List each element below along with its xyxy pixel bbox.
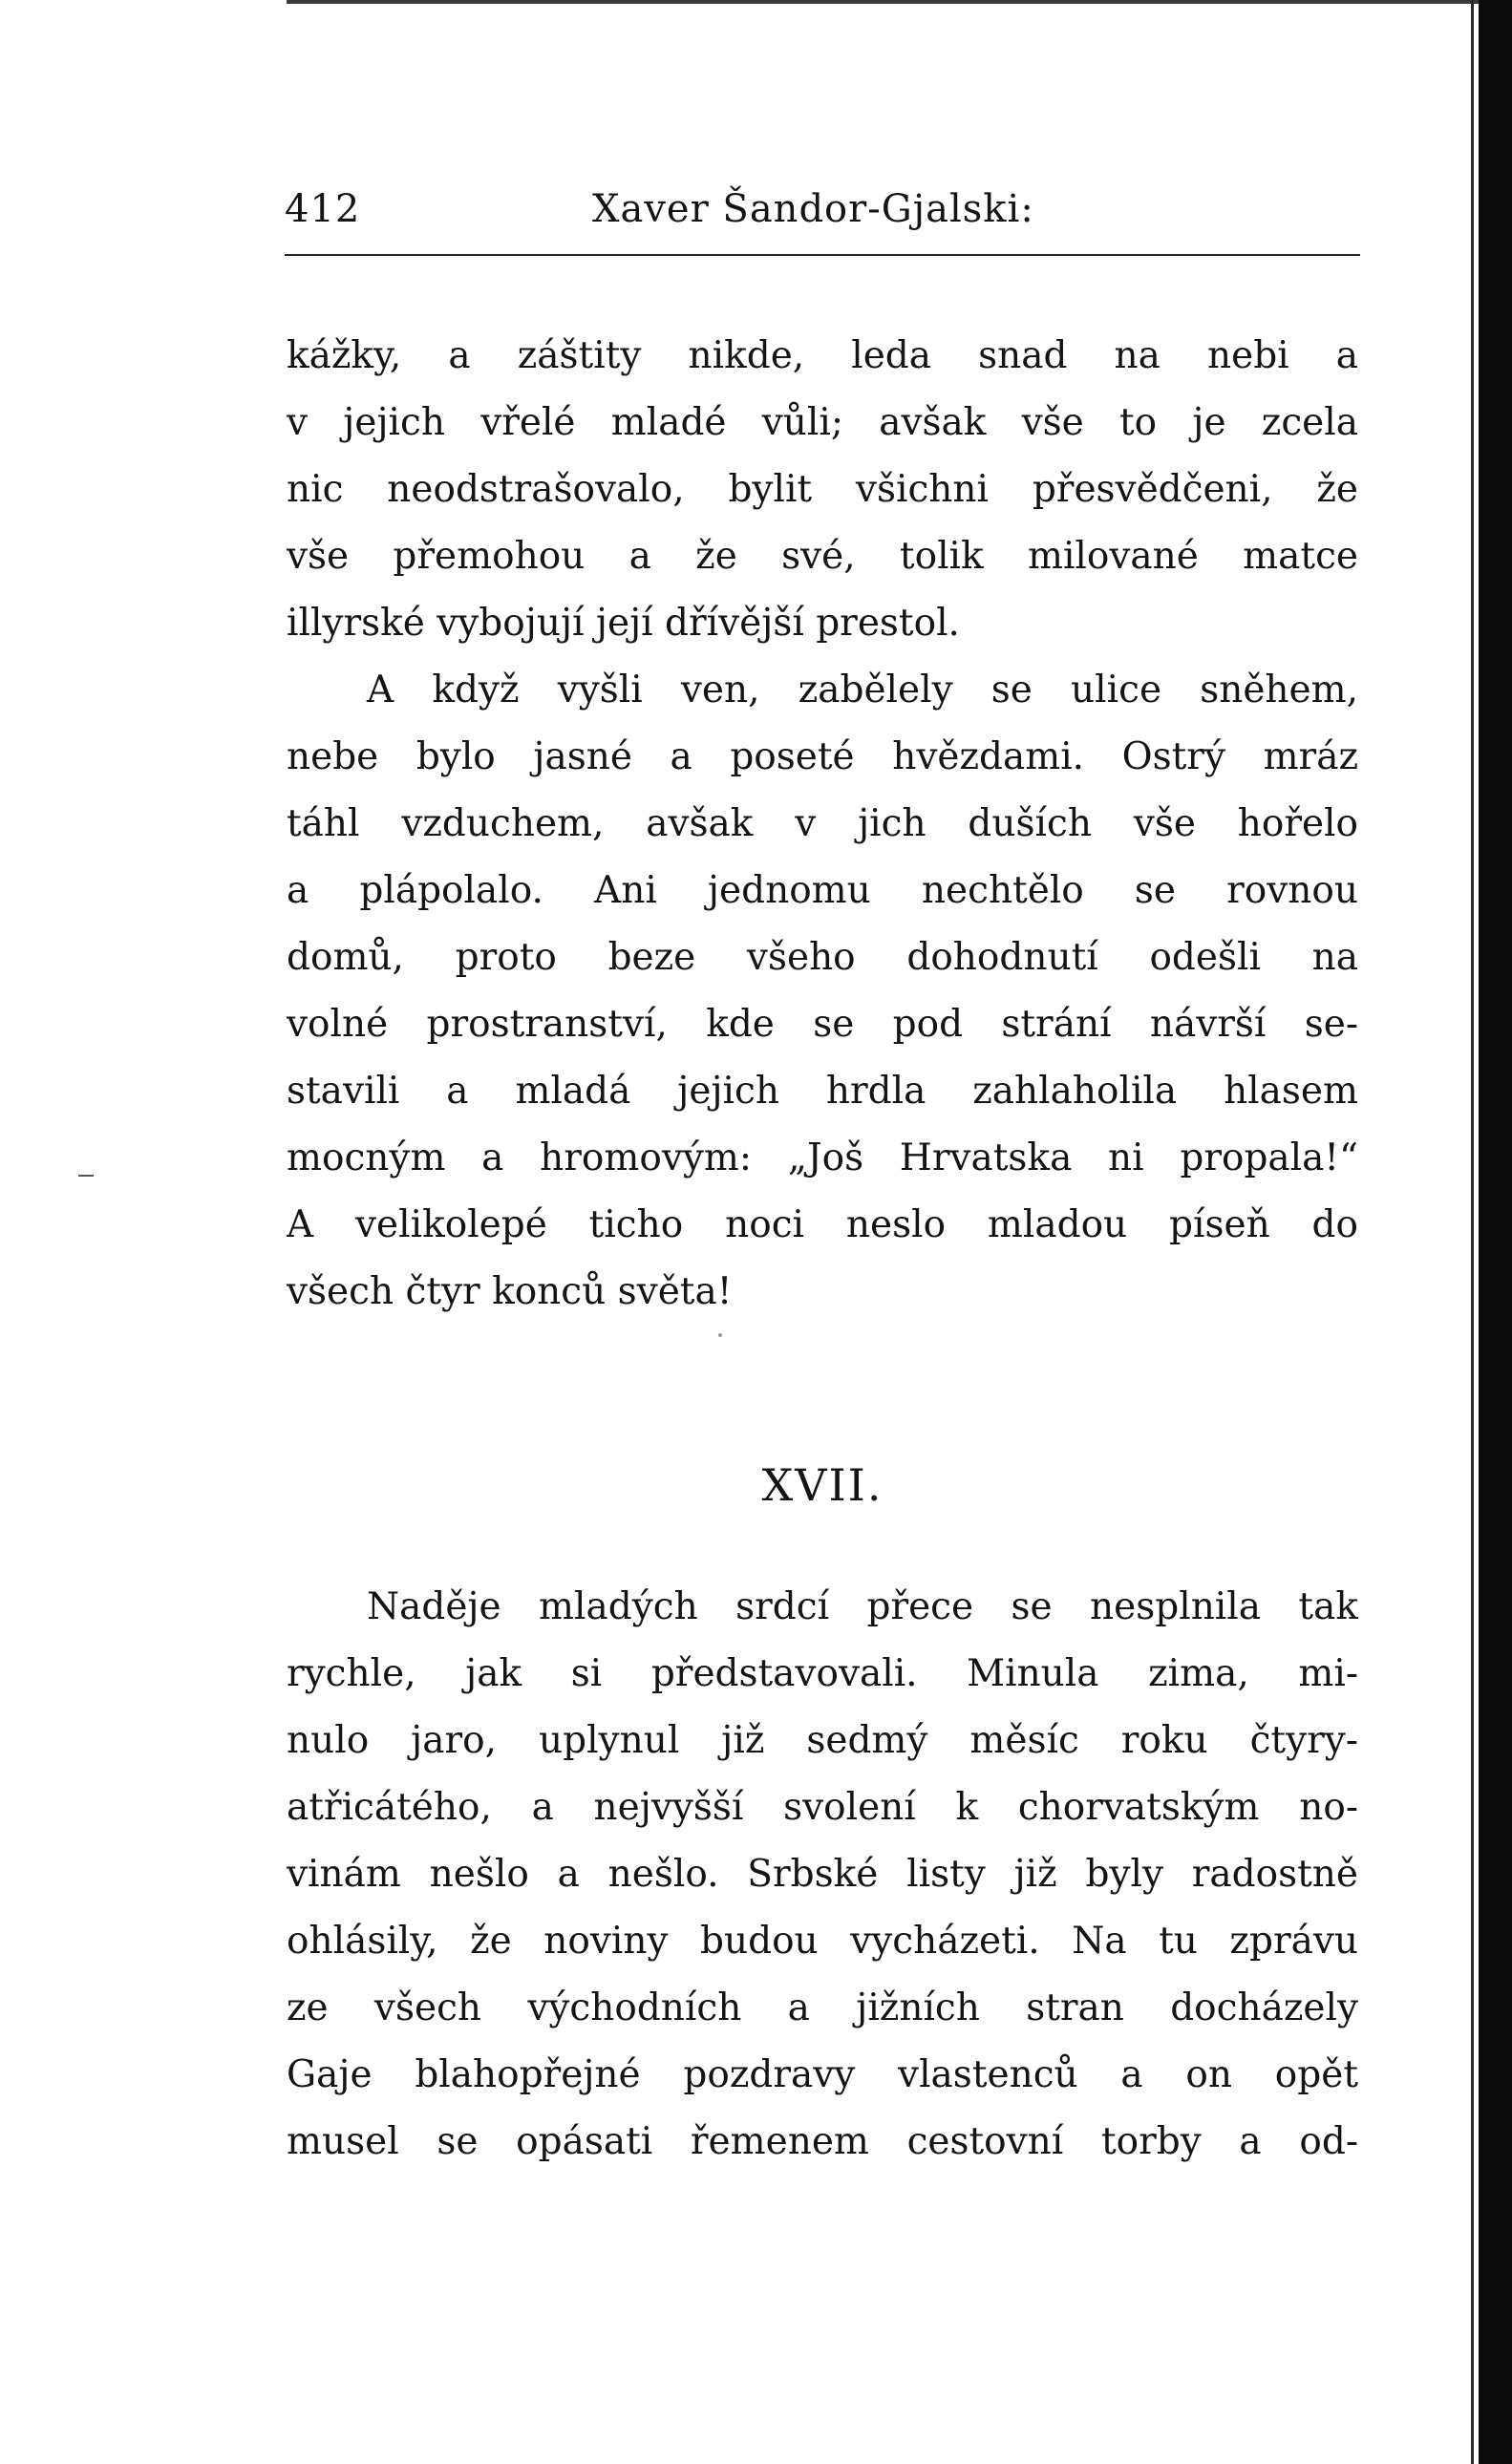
text-line: stavili a mladá jejich hrdla zahlaholila hlasem bbox=[287, 1070, 1358, 1113]
text-line: mocným a hromovým: „Još Hrvatska ni propala!“ bbox=[287, 1136, 1358, 1179]
text-line: nic neodstrašovalo, bylit všichni přesvědčeni, že bbox=[287, 468, 1358, 511]
chapter-heading: XVII. bbox=[761, 1459, 884, 1511]
running-title: Xaver Šandor-Gjalski: bbox=[592, 187, 1034, 231]
text-line: a plápolalo. Ani jednomu nechtělo se rovnou bbox=[287, 869, 1358, 912]
text-line: v jejich vřelé mladé vůli; avšak vše to je zcela bbox=[287, 401, 1358, 444]
text-line: musel se opásati řemenem cestovní torby a od- bbox=[287, 2120, 1358, 2163]
running-header bbox=[285, 187, 1356, 244]
text-line: Naděje mladých srdcí přece se nesplnila tak bbox=[367, 1585, 1358, 1628]
text-line: rychle, jak si představovali. Minula zima, mi- bbox=[287, 1652, 1358, 1695]
text-line: domů, proto beze všeho dohodnutí odešli na bbox=[287, 936, 1358, 979]
text-line: vinám nešlo a nešlo. Srbské listy již byly radostně bbox=[287, 1853, 1358, 1896]
paragraph-2 bbox=[287, 1574, 1358, 2176]
text-line: illyrské vybojují její dřívější prestol. bbox=[287, 602, 960, 645]
text-line: A když vyšli ven, zabělely se ulice sněhem, bbox=[367, 669, 1358, 712]
text-line: atřicátého, a nejvyšší svolení k chorvatským no- bbox=[287, 1786, 1358, 1829]
text-line: volné prostranství, kde se pod strání návrší se- bbox=[287, 1003, 1358, 1046]
text-line: nulo jaro, uplynul již sedmý měsíc roku čtyry- bbox=[287, 1719, 1358, 1762]
scan-right-shadow bbox=[1471, 0, 1474, 2464]
scan-speck bbox=[718, 1333, 722, 1337]
scan-right-border bbox=[1479, 0, 1512, 2464]
paragraph-1 bbox=[287, 323, 1358, 1326]
header-rule bbox=[285, 254, 1360, 256]
text-line: ohlásily, že noviny budou vycházeti. Na tu zprávu bbox=[287, 1920, 1358, 1963]
text-line: nebe bylo jasné a poseté hvězdami. Ostrý mráz bbox=[287, 735, 1358, 778]
margin-mark bbox=[78, 1175, 94, 1177]
text-line: A velikolepé ticho noci neslo mladou píseň do bbox=[287, 1203, 1358, 1246]
text-line: vše přemohou a že své, tolik milované matce bbox=[287, 535, 1358, 578]
text-line: kážky, a záštity nikde, leda snad na nebi a bbox=[287, 334, 1358, 377]
text-line: Gaje blahopřejné pozdravy vlastenců a on opět bbox=[287, 2053, 1358, 2096]
text-line: táhl vzduchem, avšak v jich duších vše hořelo bbox=[287, 802, 1358, 845]
page-number: 412 bbox=[285, 187, 361, 231]
text-line: ze všech východních a jižních stran docházely bbox=[287, 1986, 1358, 2029]
text-line: všech čtyr konců světa! bbox=[287, 1270, 733, 1313]
scan-top-edge bbox=[287, 0, 1479, 4]
